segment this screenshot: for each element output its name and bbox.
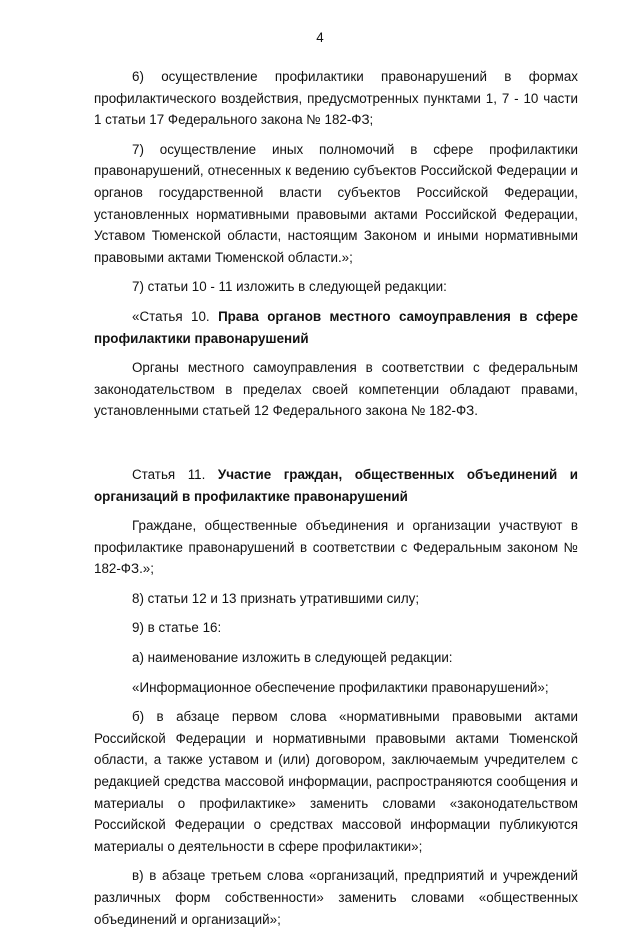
article-10-prefix: «Статья 10. [132,308,210,324]
paragraph-item-9v: в) в абзаце третьем слова «организаций, предприятий и учреждений различных форм собственности» заменить словами «общественных объединений и организаций»; [94,868,578,927]
paragraph-item-9: 9) в статье 16: [132,620,222,636]
paragraph-item-9a: а) наименование изложить в следующей редакции: [132,650,453,666]
paragraph-articles-10-11: 7) статьи 10 - 11 изложить в следующей редакции: [132,279,447,295]
paragraph-item-6: 6) осуществление профилактики правонарушений в формах профилактического воздействия, предусмотренных пунктами 1, 7 - 10 части 1 статьи 17 Федерального закона № 182-ФЗ; [94,69,578,128]
document-body [94,66,578,938]
paragraph-item-7: 7) осуществление иных полномочий в сфере профилактики правонарушений, отнесенных к ведению субъектов Российской Федерации и органов государственной власти субъектов Российской Федерации, установленных нормативными правовыми актами Российской Федерации, Уставом Тюменской области, настоящим Законом и иными нормативными правовыми актами Тюменской области.»; [94,141,578,265]
page-number: 4 [316,30,324,45]
article-11-prefix: Статья 11. [132,466,206,482]
article-11-heading [94,464,578,507]
paragraph-item-8: 8) статьи 12 и 13 признать утратившими силу; [132,590,420,606]
article-10-heading [94,306,578,349]
article-10-title: Права органов местного самоуправления в сфере профилактики правонарушений [94,308,578,346]
paragraph-item-9a-text: «Информационное обеспечение профилактики правонарушений»; [132,679,549,695]
article-10-text: Органы местного самоуправления в соответствии с федеральным законодательством в пределах своей компетенции обладают правами, установленными статьей 12 Федерального закона № 182-ФЗ. [94,360,578,419]
article-11-title: Участие граждан, общественных объединений и организаций в профилактике правонарушений [94,466,578,504]
paragraph-item-9b: б) в абзаце первом слова «нормативными правовыми актами Российской Федерации и нормативными правовыми актами Тюменской области, а также уставом и (или) договором, заключаемым учредителем с редакцией средства массовой информации, распространяются сообщения и материалы о профилактике» заменить словами «законодательством Российской Федерации о средствах массовой информации публикуются материалы о деятельности в сфере профилактики»; [94,709,578,854]
article-11-text: Граждане, общественные объединения и организации участвуют в профилактике правонарушений в соответствии с Федеральным законом № 182-ФЗ.»; [94,518,578,577]
spacer [94,430,578,464]
